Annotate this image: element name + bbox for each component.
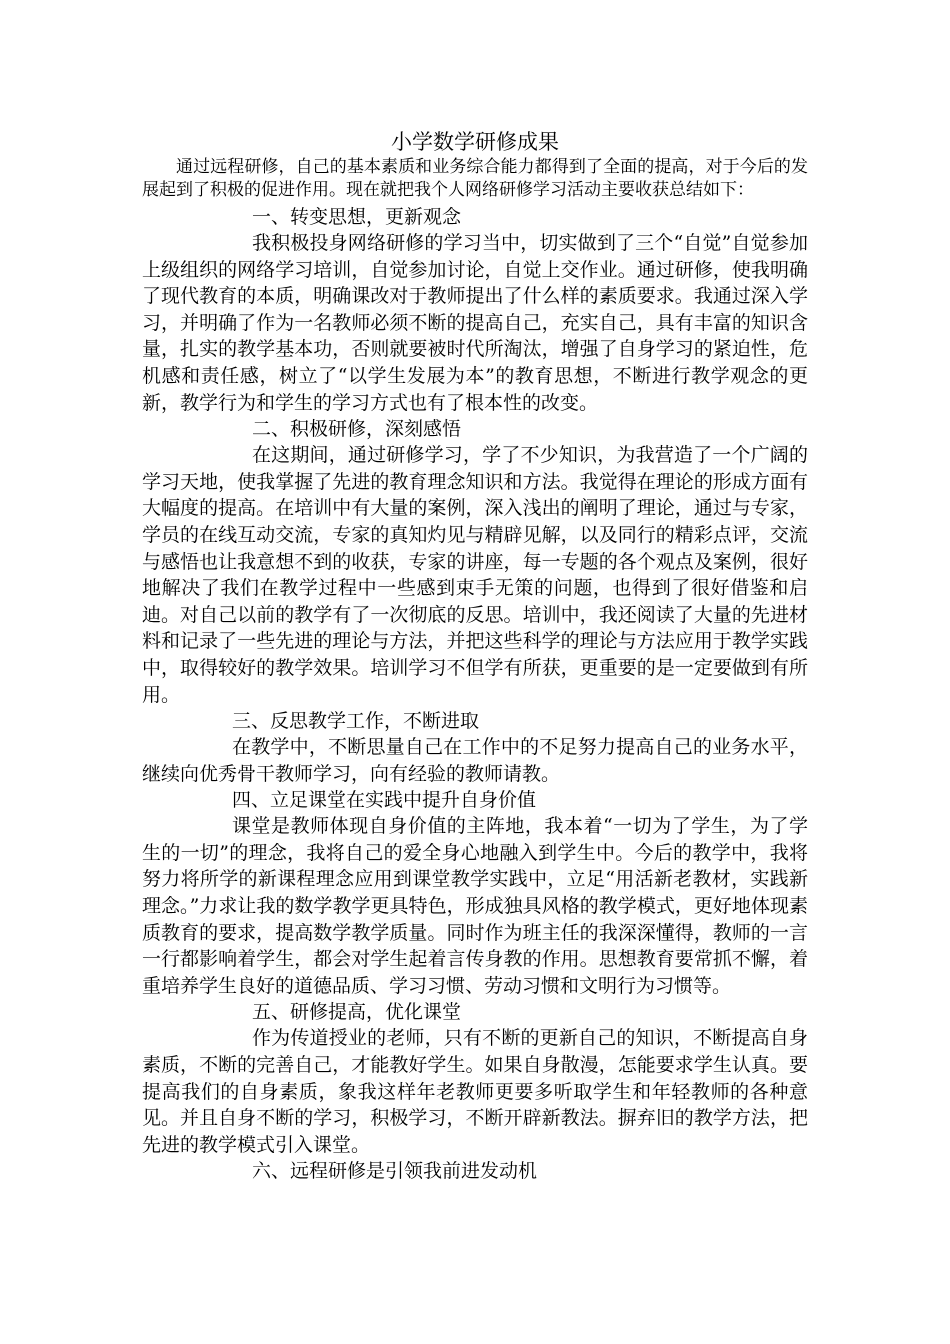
section-heading-4: 四、立足课堂在实践中提升自身价值 — [232, 789, 537, 812]
section-body-3: 在教学中，不断思量自己在工作中的不足努力提高自己的业务水平，继续向优秀骨干教师学习，向有经验的教师请教。 — [142, 736, 808, 785]
section-heading-2: 二、积极研修，深刻感悟 — [252, 418, 462, 441]
section-body-2: 在这期间，通过研修学习，学了不少知识，为我营造了一个广阔的学习天地，使我掌握了先进的教育理念知识和方法。我觉得在理论的形成方面有大幅度的提高。在培训中有大量的案例，深入浅出的阐明了理论，通过与专家，学员的在线互动交流，专家的真知灼见与精辟见解，以及同行的精彩点评，交流与感悟也让我意想不到的收获，专家的讲座，每一专题的各个观点及案例，很好地解决了我们在教学过程中一些感到束手无策的问题，也得到了很好借鉴和启迪。对自己以前的教学有了一次彻底的反思。培训中，我还阅读了大量的先进材料和记录了一些先进的理论与方法，并把这些科学的理论与方法应用于教学实践中，取得较好的教学效果。培训学习不但学有所获，更重要的是一定要做到有所用。 — [142, 444, 808, 706]
document-page — [142, 128, 808, 1184]
section-heading-5: 五、研修提高，优化课堂 — [252, 1001, 462, 1024]
document-title: 小学数学研修成果 — [391, 130, 559, 154]
section-heading-3: 三、反思教学工作，不断进取 — [232, 710, 480, 733]
section-heading-1: 一、转变思想，更新观念 — [252, 206, 462, 228]
intro-paragraph: 通过远程研修，自己的基本素质和业务综合能力都得到了全面的提高，对于今后的发展起到了积极的促进作用。现在就把我个人网络研修学习活动主要收获总结如下： — [142, 157, 808, 200]
section-body-5: 作为传道授业的老师，只有不断的更新自己的知识，不断提高自身素质，不断的完善自己，才能教好学生。如果自身散漫，怎能要求学生认真。要提高我们的自身素质，象我这样年老教师更要多听取学生和年轻教师的各种意见。并且自身不断的学习，积极学习，不断开辟新教法。摒弃旧的教学方法，把先进的教学模式引入课堂。 — [142, 1027, 808, 1156]
section-heading-6: 六、远程研修是引领我前进发动机 — [252, 1160, 538, 1183]
section-body-1: 我积极投身网络研修的学习当中，切实做到了三个“自觉”自觉参加上级组织的网络学习培训，自觉参加讨论，自觉上交作业。通过研修，使我明确了现代教育的本质，明确课改对于教师提出了什么样的素质要求。我通过深入学习，并明确了作为一名教师必须不断的提高自己，充实自己，具有丰富的知识含量，扎实的教学基本功，否则就要被时代所淘汰，增强了自身学习的紧迫性，危机感和责任感，树立了“以学生发展为本”的教育思想，不断进行教学观念的更新，教学行为和学生的学习方式也有了根本性的改变。 — [142, 232, 808, 414]
section-body-4: 课堂是教师体现自身价值的主阵地，我本着“一切为了学生，为了学生的一切”的理念，我将自己的爱全身心地融入到学生中。今后的教学中，我将努力将所学的新课程理念应用到课堂教学实践中，立足“用活新老教材，实践新理念。”力求让我的数学教学更具特色，形成独具风格的教学模式，更好地体现素质教育的要求，提高数学教学质量。同时作为班主任的我深深懂得，教师的一言一行都影响着学生，都会对学生起着言传身教的作用。思想教育要常抓不懈，着重培养学生良好的道德品质、学习习惯、劳动习惯和文明行为习惯等。 — [142, 815, 808, 997]
